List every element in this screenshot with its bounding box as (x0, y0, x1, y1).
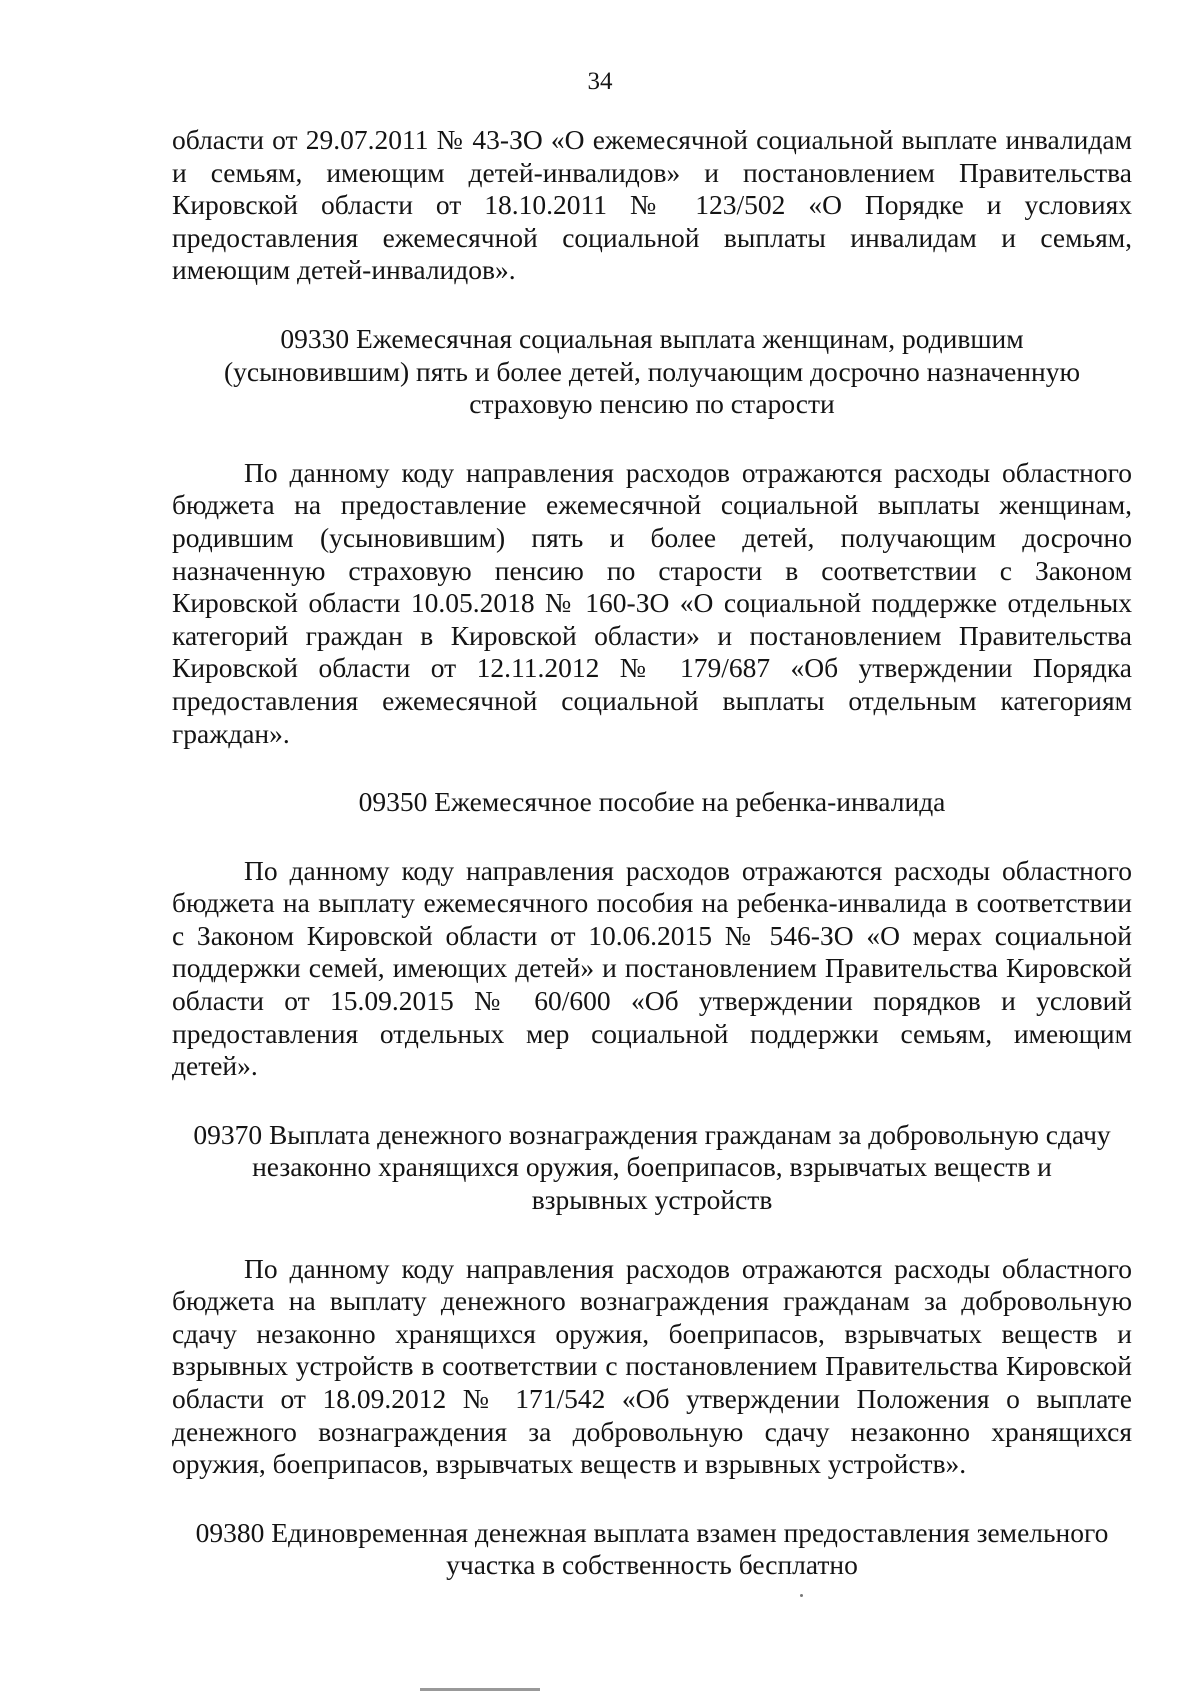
paragraph-09350: По данному коду направления расходов отражаются расходы областного бюджета на выплату ежемесячного пособия на ребенка-инвалида в соответствии с Законом Кировской области от 10.06.2015 № 546-ЗО «О мерах социальной поддержки семей, имеющих детей» и постановлением Правительства Кировской области от 15.09.2015 № 60/600 «Об утверждении порядков и условий предоставления отдельных мер социальной поддержки семьям, имеющим детей». (172, 854, 1132, 1082)
scan-artifact-dot (800, 1594, 803, 1597)
section-heading-09380: 09380 Единовременная денежная выплата взамен предоставления земельного участка в собственность бесплатно (195, 1516, 1109, 1581)
page-number: 34 (587, 68, 613, 95)
document-body (172, 124, 1132, 1582)
scan-artifact-line (420, 1688, 540, 1691)
paragraph-continuation: области от 29.07.2011 № 43-ЗО «О ежемесячной социальной выплате инвалидам и семьям, имеющим детей-инвалидов» и постановлением Правительства Кировской области от 18.10.2011 № 123/502 «О Порядке и условиях предоставления ежемесячной социальной выплаты инвалидам и семьям, имеющим детей-инвалидов». (172, 124, 1132, 286)
section-heading-09370: 09370 Выплата денежного вознаграждения гражданам за добровольную сдачу незаконно хранящихся оружия, боеприпасов, взрывчатых веществ и взрывных устройств (193, 1118, 1111, 1216)
paragraph-09330: По данному коду направления расходов отражаются расходы областного бюджета на предоставление ежемесячной социальной выплаты женщинам, родившим (усыновившим) пять и более детей, получающим досрочно назначенную страховую пенсию по старости в соответствии с Законом Кировской области 10.05.2018 № 160-ЗО «О социальной поддержке отдельных категорий граждан в Кировской области» и постановлением Правительства Кировской области от 12.11.2012 № 179/687 «Об утверждении Порядка предоставления ежемесячной социальной выплаты отдельным категориям граждан». (172, 456, 1132, 749)
section-heading-09330: 09330 Ежемесячная социальная выплата женщинам, родившим (усыновившим) пять и более детей, получающим досрочно назначенную страховую пенсию по старости (223, 322, 1081, 420)
section-heading-09350: 09350 Ежемесячное пособие на ребенка-инвалида (358, 786, 946, 818)
paragraph-09370: По данному коду направления расходов отражаются расходы областного бюджета на выплату денежного вознаграждения гражданам за добровольную сдачу незаконно хранящихся оружия, боеприпасов, взрывчатых веществ и взрывных устройств в соответствии с постановлением Правительства Кировской области от 18.09.2012 № 171/542 «Об утверждении Положения о выплате денежного вознаграждения за добровольную сдачу незаконно хранящихся оружия, боеприпасов, взрывчатых веществ и взрывных устройств». (172, 1252, 1132, 1480)
